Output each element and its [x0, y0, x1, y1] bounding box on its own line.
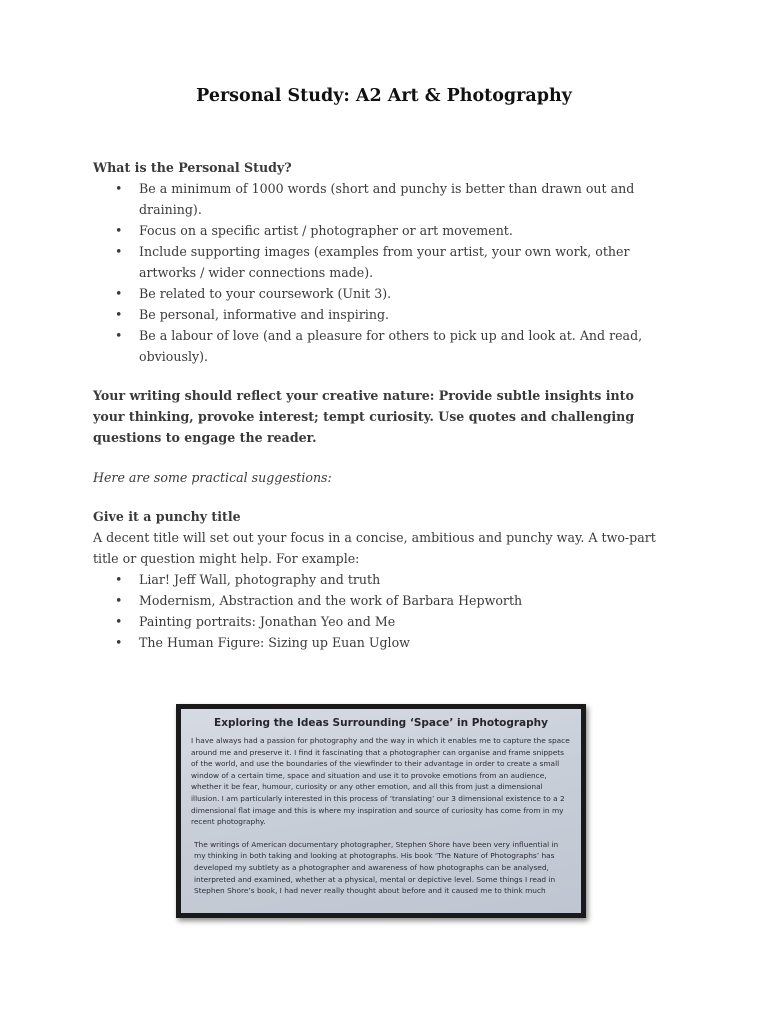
list-item-text: Be a minimum of 1000 words (short and punchy is better than drawn out and draining). [139, 181, 635, 217]
title-paragraph: A decent title will set out your focus in a concise, ambitious and punchy way. A two-part title or question might help. For example: [93, 530, 656, 566]
example-study-photo [176, 704, 586, 918]
list-item-text: Focus on a specific artist / photographer or art movement. [139, 223, 513, 238]
bullet-icon: • [115, 286, 123, 301]
photo-paragraph-2: The writings of American documentary photographer, Stephen Shore have been very influential in my thinking in both taking and looking at photographs. His book ‘The Nature of Photographs’ has developed my subtlety as a photographer and awareness of how photographs can be analysed, interpreted and examined, whether at a physical, mental or depictive level. Some things I read in Stephen Shore’s book, I had never really thought about before and it caused me to think much [194, 839, 559, 896]
list-item [93, 590, 673, 611]
section-heading-what-is: What is the Personal Study? [93, 160, 292, 175]
list-item-text: Be a labour of love (and a pleasure for others to pick up and look at. And read, obviously). [139, 328, 643, 364]
suggestions-intro: Here are some practical suggestions: [93, 470, 332, 485]
list-item-text: Include supporting images (examples from your artist, your own work, other artworks / wider connections made). [139, 244, 630, 280]
list-item-text: Liar! Jeff Wall, photography and truth [139, 572, 381, 587]
emphasis-paragraph: Your writing should reflect your creative nature: Provide subtle insights into your thinking, provoke interest; tempt curiosity. Use quotes and challenging questions to engage the reader. [93, 388, 635, 445]
list-item [93, 178, 673, 220]
list-item-text: The Human Figure: Sizing up Euan Uglow [139, 635, 410, 650]
document-body [93, 157, 673, 653]
bullet-icon: • [115, 307, 123, 322]
list-item [93, 304, 673, 325]
bullet-icon: • [115, 572, 123, 587]
photo-paragraph-1: I have always had a passion for photography and the way in which it enables me to capture the space around me and preserve it. I find it fascinating that a photographer can organise and frame snippets of the world, and use the boundaries of the viewfinder to their advantage in order to create a small window of a certain time, space and situation and use it to provoke emotions from an audience, whether it be fear, humour, curiosity or any other emotion, and all this from just a dimensional illusion. I am particularly interested in this process of ‘translating’ our 3 dimensional existence to a 2 dimensional flat image and this is where my inspiration and source of curiosity has come from in my recent photography. [191, 736, 570, 827]
bullet-icon: • [115, 635, 123, 650]
bullet-icon: • [115, 223, 123, 238]
bullet-icon: • [115, 614, 123, 629]
bullet-icon: • [115, 244, 123, 259]
list-item [93, 283, 673, 304]
list-item [93, 325, 673, 367]
bullet-icon: • [115, 328, 123, 343]
list-item-text: Painting portraits: Jonathan Yeo and Me [139, 614, 396, 629]
page-title: Personal Study: A2 Art & Photography [196, 86, 572, 106]
list-item [93, 569, 673, 590]
bullet-icon: • [115, 593, 123, 608]
list-item-text: Be related to your coursework (Unit 3). [139, 286, 392, 301]
list-item [93, 241, 673, 283]
list-item [93, 220, 673, 241]
photographed-page [181, 709, 581, 913]
requirements-list [93, 178, 673, 367]
title-examples-list [93, 569, 673, 653]
list-item-text: Modernism, Abstraction and the work of Barbara Hepworth [139, 593, 523, 608]
list-item [93, 611, 673, 632]
bullet-icon: • [115, 181, 123, 196]
section-heading-title: Give it a punchy title [93, 509, 241, 524]
photo-page-title: Exploring the Ideas Surrounding ‘Space’ in Photography [214, 717, 548, 729]
list-item-text: Be personal, informative and inspiring. [139, 307, 390, 322]
list-item [93, 632, 673, 653]
